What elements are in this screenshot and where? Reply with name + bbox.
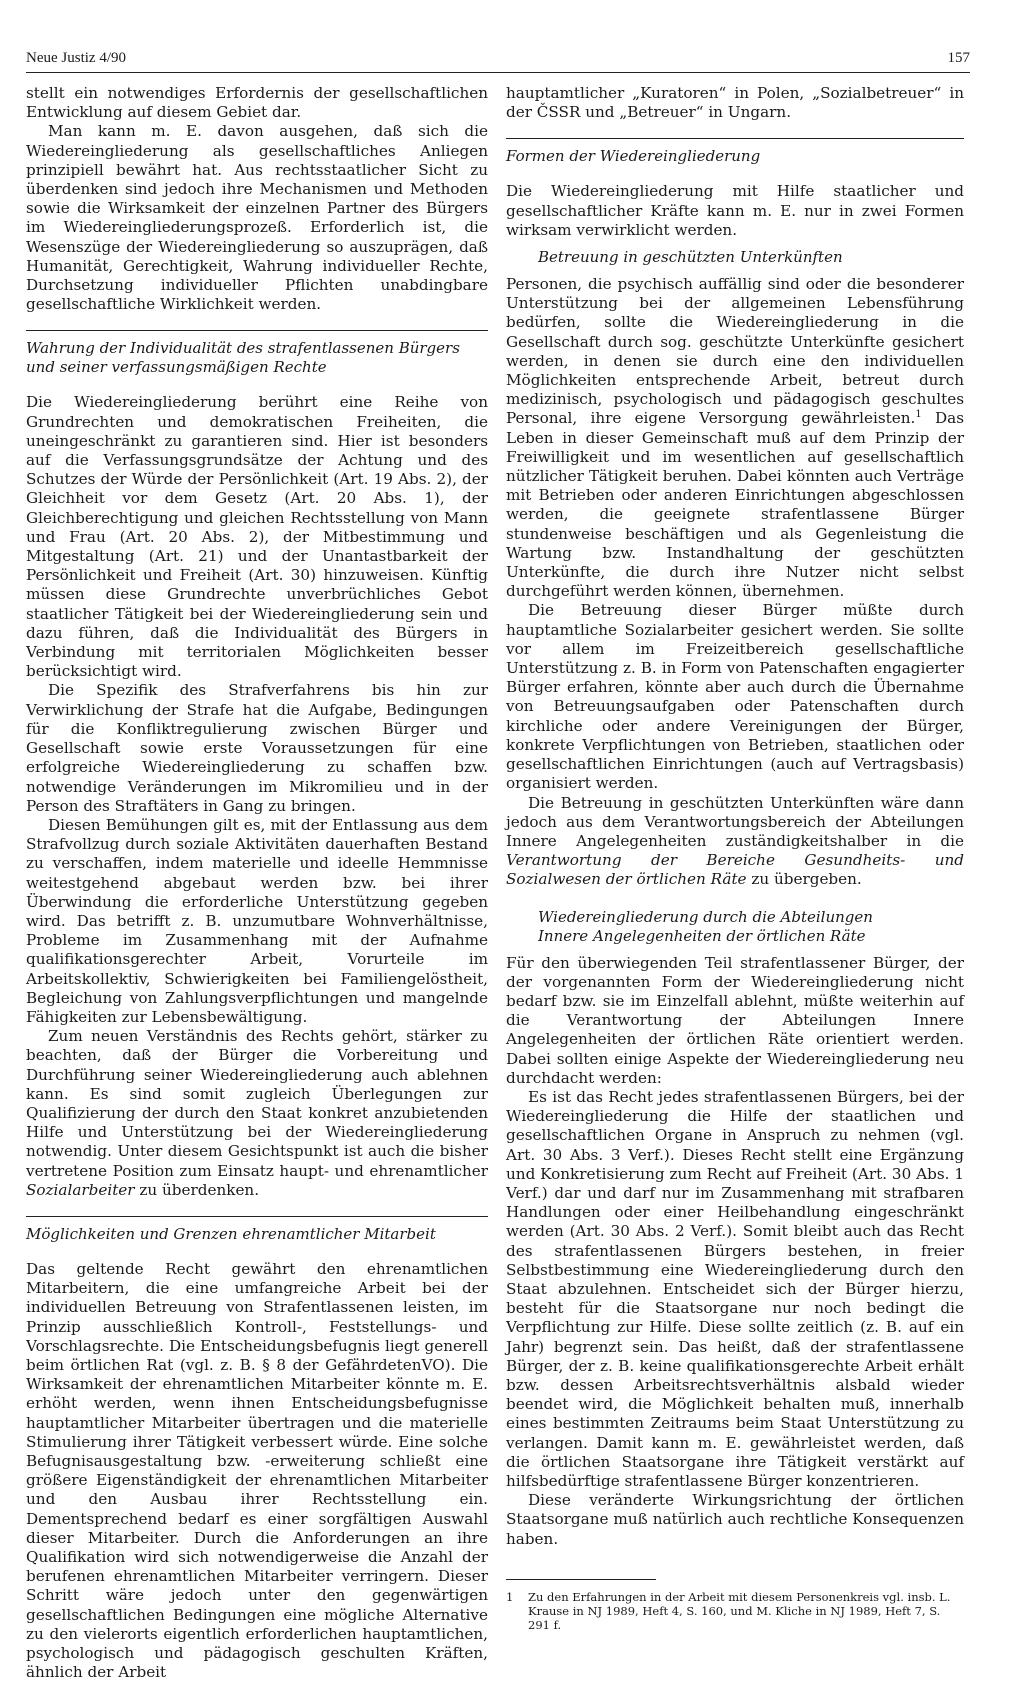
left-column [26,84,488,1682]
text-run: Das Leben in dieser Gemeinschaft muß auf dem Prinzip der Freiwilligkeit und im wesentlichen auf gesellschaftlich nützlicher Tätigkeit beruhen. Dabei könnten auch Verträge mit Betrieben oder anderen Einrichtungen abgeschlossen werden, die geeignete strafentlassene Bürger stundenweise beschäftigen und als Gegenleistung die Wartung bzw. Instandhaltung der geschützten Unterkünfte, die durch ihre Nutzer nicht selbst durchgeführt werden können, übernehmen. [506,409,964,601]
paragraph: Die Wiedereingliederung berührt eine Reihe von Grundrechten und demokratischen Freiheiten, die uneingeschränkt zu garantieren sind. Hier ist besonders auf die Verfassungsgrundsätze der Achtung und des Schutzes der Würde der Persönlichkeit (Art. 19 Abs. 2), der Gleichheit vor dem Gesetz (Art. 20 Abs. 1), der Gleichberechtigung und gleichen Rechtsstellung von Mann und Frau (Art. 20 Abs. 2), der Mitbestimmung und Mitgestaltung (Art. 21) und der Unantastbarkeit der Persönlichkeit und Freiheit (Art. 30) hinzuweisen. Künftig müssen diese Grundrechte unverbrüchliches Gebot staatlicher Tätigkeit bei der Wiedereingliederung sein und dazu führen, daß die Individualität des Bürgers in Verbindung mit territorialen Möglichkeiten besser berücksichtigt wird. [26,393,488,681]
section-divider [26,330,488,331]
footnote-text: Zu den Erfahrungen in der Arbeit mit diesem Personenkreis vgl. insb. L. Krause in NJ 1989, Heft 4, S. 160, und M. Kliche in NJ 1989, Heft 7, S. 291 f. [528,1589,951,1632]
paragraph: Diesen Bemühungen gilt es, mit der Entlassung aus dem Strafvollzug durch soziale Aktivitäten dauerhaften Bestand zu verschaffen, indem materielle und ideelle Hemmnisse weitestgehend abgebaut werden bzw. bei ihrer Überwindung die erforderliche Unterstützung gegeben wird. Das betrifft z. B. unzumutbare Wohnverhältnisse, Probleme im Zusammenhang mit der Aufnahme qualifikationsgerechter Arbeit, Vorurteile im Arbeitskollektiv, Schwierigkeiten bei Familiengelöstheit, Begleichung von Zahlungsverpflichtungen und mangelnde Fähigkeiten zur Lebensbewältigung. [26,815,488,1026]
paragraph: Für den überwiegenden Teil strafentlassener Bürger, der der vorgenannten Form der Wiedereingliederung nicht bedarf bzw. sie im Einzelfall ablehnt, müßte weiterhin auf die Verantwortung der Abteilungen Innere Angelegenheiten der örtlichen Räte orientiert werden. Dabei sollten einige Aspekte der Wiedereingliederung neu durchdacht werden: [506,953,964,1087]
text-run: Personen, die psychisch auffällig sind oder die besonderer Unterstützung bei der allgemeinen Lebensführung bedürfen, sollte die Wiedereingliederung in die Gesellschaft durch sog. geschützte Unterkünfte gesichert werden, in denen sie durch eine den individuellen Möglichkeiten entsprechende Arbeit, betreut durch medizinisch, psychologisch und pädagogisch geschultes Personal, ihre eigene Versorgung gewährleisten. [506,275,964,428]
journal-title: Neue Justiz 4/90 [26,50,126,66]
paragraph: Das geltende Recht gewährt den ehrenamtlichen Mitarbeitern, die eine umfangreiche Arbeit bei der individuellen Betreuung von Strafentlassenen leisten, im Prinzip ausschließlich Kontroll-, Feststellungs- und Vorschlagsrechte. Die Entscheidungsbefugnis liegt generell beim örtlichen Rat (vgl. z. B. § 8 der GefährdetenVO). Die Wirksamkeit der ehrenamtlichen Mitarbeiter könnte m. E. erhöht werden, wenn ihnen Entscheidungsbefugnisse hauptamtlicher Mitarbeiter übertragen und die materielle Stimulierung ihrer Tätigkeit verbessert würde. Eine solche Befugnisausgestaltung bzw. -erweiterung schließt eine größere Eigenständigkeit der ehrenamtlichen Mitarbeiter und den Ausbau ihrer Rechtsstellung ein. Dementsprechend bedarf es einer sorgfältigen Auswahl dieser Mitarbeiter. Durch die Anforderungen an ihre Qualifikation wird sich notwendigerweise die Anzahl der berufenen ehrenamtlichen Mitarbeiter verringern. Dieser Schritt wäre jedoch unter den gegenwärtigen gesellschaftlichen Bedingungen eine mögliche Alternative zu den vielerorts eigentlich erforderlichen hauptamtlichen, psychologisch und pädagogisch geschulten Kräften, ähnlich der Arbeit [26,1259,488,1682]
footnote-number: 1 [506,1589,514,1604]
section-heading [26,339,488,377]
heading-line: Wahrung der Individualität des strafentlassenen Bürgers [26,339,460,358]
subsection-heading [538,248,964,267]
paragraph: stellt ein notwendiges Erfordernis der gesellschaftlichen Entwicklung auf diesem Gebiet dar. [26,84,488,122]
text-run: zu übergeben. [746,870,862,889]
paragraph: hauptamtlicher „Kuratoren“ in Polen, „Sozialbetreuer“ in der ČSSR und „Betreuer“ in Ungarn. [506,84,964,122]
footnote [506,1590,964,1632]
section-heading [506,147,964,166]
paragraph: Man kann m. E. davon ausgehen, daß sich die Wiedereingliederung als gesellschaftliches Anliegen prinzipiell bewährt hat. Aus rechtsstaatlicher Sicht zu überdenken sind jedoch ihre Mechanismen und Methoden sowie die Wirksamkeit der einzelnen Partner des Bürgers im Wiedereingliederungsprozeß. Erforderlich ist, die Wesenszüge der Wiedereingliederung so auszuprägen, daß Humanität, Gerechtigkeit, Wahrung individueller Rechte, Durchsetzung individueller Pflichten unabdingbare gesellschaftliche Wirklichkeit werden. [26,122,488,314]
subsection-heading [538,908,964,946]
paragraph [26,1027,488,1200]
heading-line: Betreuung in geschützten Unterkünften [538,248,843,267]
text-run: Zum neuen Verständnis des Rechts gehört, stärker zu beachten, daß der Bürger die Vorbereitung und Durchführung seiner Wiedereingliederung auch ablehnen kann. Es sind somit zugleich Überlegungen zur Qualifizierung der durch den Staat konkret anzubietenden Hilfe und Unterstützung bei der Wiedereingliederung notwendig. Unter diesem Gesichtspunkt ist auch die bisher vertretene Position zum Einsatz haupt- und ehrenamtlicher [26,1027,488,1180]
paragraph: Es ist das Recht jedes strafentlassenen Bürgers, bei der Wiedereingliederung die Hilfe der staatlichen und gesellschaftlichen Organe in Anspruch zu nehmen (vgl. Art. 30 Abs. 3 Verf.). Dieses Recht stellt eine Ergänzung und Konkretisierung zum Recht auf Freiheit (Art. 30 Abs. 1 Verf.) dar und darf nur im Zusammenhang mit strafbaren Handlungen oder einer Heilbehandlung eingeschränkt werden (Art. 30 Abs. 2 Verf.). Somit bleibt auch das Recht des strafentlassenen Bürgers bestehen, in freier Selbstbestimmung eine Wiedereingliederung durch den Staat abzulehnen. Entscheidet sich der Bürger hierzu, besteht für die Staatsorgane nur noch bedingt die Verpflichtung zur Hilfe. Diese sollte zeitlich (z. B. auf ein Jahr) begrenzt sein. Das heißt, daß der strafentlassene Bürger, der z. B. keine qualifikationsgerechte Arbeit erhält bzw. dessen Arbeitsrechtsverhältnis alsbald wieder beendet wird, die Möglichkeit behalten muß, innerhalb eines bestimmten Zeitraums beim Staat Unterstützung zu verlangen. Damit kann m. E. gewährleistet werden, daß die örtlichen Staatsorgane ihre Tätigkeit verstärkt auf hilfsbedürftige strafentlassene Bürger konzentrieren. [506,1087,964,1490]
heading-line: Wiedereingliederung durch die Abteilungen [538,907,873,926]
italic-run: Verantwortung der Bereiche Gesundheits- und Sozialwesen der örtlichen Räte [506,851,964,889]
paragraph [506,794,964,890]
text-run: Die Betreuung in geschützten Unterkünften wäre dann jedoch aus dem Verantwortungsbereich der Abteilungen Innere Angelegenheiten zuständigkeitshalber in die [506,793,964,850]
page-number: 157 [947,50,970,66]
heading-line: Formen der Wiedereingliederung [506,147,761,166]
paragraph [506,275,964,601]
paragraph: Die Betreuung dieser Bürger müßte durch hauptamtliche Sozialarbeiter gesichert werden. Sie sollte vor allem im Freizeitbereich gesellschaftliche Unterstützung z. B. in Form von Patenschaften engagierter Bürger erfahren, könnte aber auch durch die Übernahme von Betreuungsaufgaben oder Patenschaften durch kirchliche oder andere Vereinigungen der Bürger, konkrete Verpflichtungen von Betrieben, staatlichen oder gesellschaftlichen Einrichtungen (auch auf Vertragsbasis) organisiert werden. [506,601,964,793]
paragraph: Diese veränderte Wirkungsrichtung der örtlichen Staatsorgane muß natürlich auch rechtliche Konsequenzen haben. [506,1491,964,1548]
section-heading [26,1225,488,1244]
section-divider [26,1216,488,1217]
section-divider [506,138,964,139]
heading-line: Möglichkeiten und Grenzen ehrenamtlicher Mitarbeit [26,1224,436,1243]
paragraph: Die Wiedereingliederung mit Hilfe staatlicher und gesellschaftlicher Kräfte kann m. E. nur in zwei Formen wirksam verwirklicht werden. [506,182,964,239]
heading-line: Innere Angelegenheiten der örtlichen Räte [538,926,866,945]
paragraph: Die Spezifik des Strafverfahrens bis hin zur Verwirklichung der Strafe hat die Aufgabe, Bedingungen für die Konfliktregulierung zwischen Bürger und Gesellschaft sowie erste Voraussetzungen für eine erfolgreiche Wiedereingliederung zu schaffen bzw. notwendige Veränderungen im Mikromilieu und in der Person des Straftäters in Gang zu bringen. [26,681,488,815]
right-column [506,84,964,1632]
heading-line: und seiner verfassungsmäßigen Rechte [26,358,327,377]
footnote-ref[interactable]: 1 [915,409,922,421]
page-header [26,50,970,73]
text-run: zu überdenken. [134,1180,260,1199]
footnote-divider [506,1579,656,1580]
italic-run: Sozialarbeiter [26,1180,135,1199]
